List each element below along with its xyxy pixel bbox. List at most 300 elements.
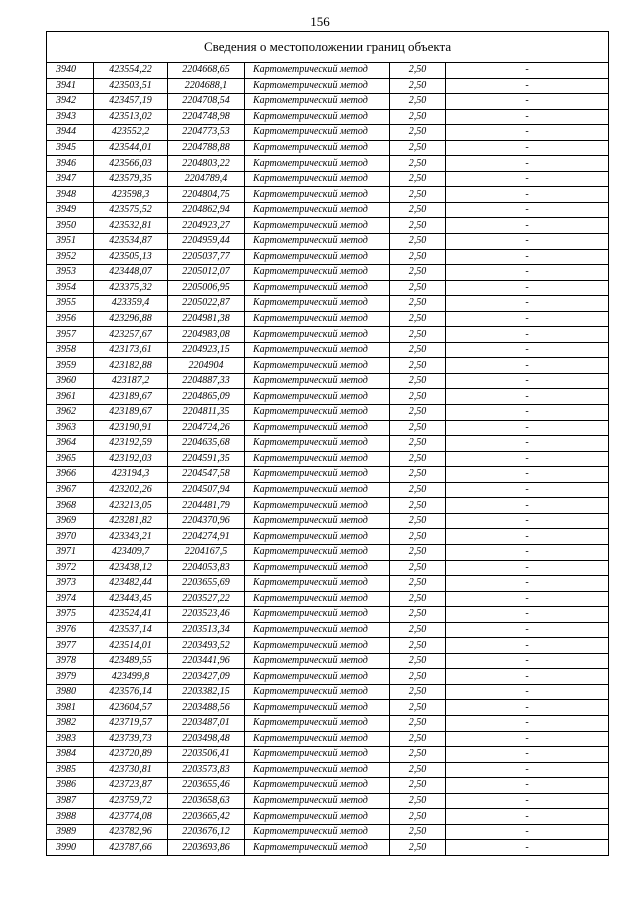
accuracy-cell: 2,50 bbox=[390, 544, 446, 560]
description-cell: - bbox=[446, 156, 609, 172]
y-coordinate-cell: 2204688,1 bbox=[168, 78, 245, 94]
method-cell: Картометрический метод bbox=[245, 327, 390, 343]
method-cell: Картометрический метод bbox=[245, 840, 390, 856]
y-coordinate-cell: 2203498,48 bbox=[168, 731, 245, 747]
method-cell: Картометрический метод bbox=[245, 156, 390, 172]
x-coordinate-cell: 423505,13 bbox=[94, 249, 168, 265]
table-row bbox=[47, 467, 609, 483]
description-cell: - bbox=[446, 560, 609, 576]
y-coordinate-cell: 2204887,33 bbox=[168, 373, 245, 389]
description-cell: - bbox=[446, 140, 609, 156]
point-number-cell: 3976 bbox=[47, 622, 94, 638]
point-number-cell: 3987 bbox=[47, 793, 94, 809]
description-cell: - bbox=[446, 125, 609, 141]
accuracy-cell: 2,50 bbox=[390, 187, 446, 203]
accuracy-cell: 2,50 bbox=[390, 513, 446, 529]
table-row bbox=[47, 218, 609, 234]
table-row bbox=[47, 653, 609, 669]
table-row bbox=[47, 436, 609, 452]
table-row bbox=[47, 202, 609, 218]
table-row bbox=[47, 591, 609, 607]
table-row bbox=[47, 94, 609, 110]
x-coordinate-cell: 423719,57 bbox=[94, 715, 168, 731]
accuracy-cell: 2,50 bbox=[390, 171, 446, 187]
table-title: Сведения о местоположении границ объекта bbox=[47, 32, 609, 63]
accuracy-cell: 2,50 bbox=[390, 715, 446, 731]
y-coordinate-cell: 2204865,09 bbox=[168, 389, 245, 405]
point-number-cell: 3985 bbox=[47, 762, 94, 778]
accuracy-cell: 2,50 bbox=[390, 809, 446, 825]
table-row bbox=[47, 451, 609, 467]
accuracy-cell: 2,50 bbox=[390, 327, 446, 343]
x-coordinate-cell: 423532,81 bbox=[94, 218, 168, 234]
y-coordinate-cell: 2204804,75 bbox=[168, 187, 245, 203]
method-cell: Картометрический метод bbox=[245, 529, 390, 545]
accuracy-cell: 2,50 bbox=[390, 622, 446, 638]
point-number-cell: 3963 bbox=[47, 420, 94, 436]
y-coordinate-cell: 2203693,86 bbox=[168, 840, 245, 856]
point-number-cell: 3953 bbox=[47, 265, 94, 281]
x-coordinate-cell: 423759,72 bbox=[94, 793, 168, 809]
page-number: 156 bbox=[310, 14, 330, 29]
point-number-cell: 3981 bbox=[47, 700, 94, 716]
x-coordinate-cell: 423359,4 bbox=[94, 296, 168, 312]
y-coordinate-cell: 2204591,35 bbox=[168, 451, 245, 467]
description-cell: - bbox=[446, 715, 609, 731]
table-row bbox=[47, 234, 609, 250]
y-coordinate-cell: 2203506,41 bbox=[168, 747, 245, 763]
accuracy-cell: 2,50 bbox=[390, 684, 446, 700]
accuracy-cell: 2,50 bbox=[390, 389, 446, 405]
description-cell: - bbox=[446, 498, 609, 514]
x-coordinate-cell: 423182,88 bbox=[94, 358, 168, 374]
y-coordinate-cell: 2204904 bbox=[168, 358, 245, 374]
boundary-coordinates-table bbox=[46, 31, 609, 856]
x-coordinate-cell: 423544,01 bbox=[94, 140, 168, 156]
description-cell: - bbox=[446, 529, 609, 545]
point-number-cell: 3954 bbox=[47, 280, 94, 296]
y-coordinate-cell: 2203655,69 bbox=[168, 576, 245, 592]
x-coordinate-cell: 423202,26 bbox=[94, 482, 168, 498]
x-coordinate-cell: 423192,59 bbox=[94, 436, 168, 452]
table-row bbox=[47, 482, 609, 498]
point-number-cell: 3965 bbox=[47, 451, 94, 467]
table-row bbox=[47, 125, 609, 141]
accuracy-cell: 2,50 bbox=[390, 311, 446, 327]
accuracy-cell: 2,50 bbox=[390, 249, 446, 265]
y-coordinate-cell: 2204789,4 bbox=[168, 171, 245, 187]
description-cell: - bbox=[446, 171, 609, 187]
description-cell: - bbox=[446, 109, 609, 125]
x-coordinate-cell: 423554,22 bbox=[94, 63, 168, 79]
point-number-cell: 3977 bbox=[47, 638, 94, 654]
accuracy-cell: 2,50 bbox=[390, 405, 446, 421]
description-cell: - bbox=[446, 249, 609, 265]
point-number-cell: 3984 bbox=[47, 747, 94, 763]
y-coordinate-cell: 2203523,46 bbox=[168, 607, 245, 623]
description-cell: - bbox=[446, 327, 609, 343]
x-coordinate-cell: 423730,81 bbox=[94, 762, 168, 778]
point-number-cell: 3960 bbox=[47, 373, 94, 389]
x-coordinate-cell: 423499,8 bbox=[94, 669, 168, 685]
x-coordinate-cell: 423173,61 bbox=[94, 342, 168, 358]
method-cell: Картометрический метод bbox=[245, 778, 390, 794]
accuracy-cell: 2,50 bbox=[390, 840, 446, 856]
x-coordinate-cell: 423187,2 bbox=[94, 373, 168, 389]
accuracy-cell: 2,50 bbox=[390, 420, 446, 436]
accuracy-cell: 2,50 bbox=[390, 607, 446, 623]
description-cell: - bbox=[446, 94, 609, 110]
accuracy-cell: 2,50 bbox=[390, 560, 446, 576]
x-coordinate-cell: 423448,07 bbox=[94, 265, 168, 281]
y-coordinate-cell: 2204547,58 bbox=[168, 467, 245, 483]
method-cell: Картометрический метод bbox=[245, 607, 390, 623]
method-cell: Картометрический метод bbox=[245, 793, 390, 809]
table-row bbox=[47, 109, 609, 125]
description-cell: - bbox=[446, 234, 609, 250]
method-cell: Картометрический метод bbox=[245, 420, 390, 436]
method-cell: Картометрический метод bbox=[245, 265, 390, 281]
y-coordinate-cell: 2204274,91 bbox=[168, 529, 245, 545]
method-cell: Картометрический метод bbox=[245, 249, 390, 265]
description-cell: - bbox=[446, 731, 609, 747]
point-number-cell: 3970 bbox=[47, 529, 94, 545]
x-coordinate-cell: 423489,55 bbox=[94, 653, 168, 669]
table-row bbox=[47, 622, 609, 638]
point-number-cell: 3956 bbox=[47, 311, 94, 327]
description-cell: - bbox=[446, 762, 609, 778]
x-coordinate-cell: 423576,14 bbox=[94, 684, 168, 700]
y-coordinate-cell: 2204635,68 bbox=[168, 436, 245, 452]
description-cell: - bbox=[446, 218, 609, 234]
table-row bbox=[47, 513, 609, 529]
x-coordinate-cell: 423409,7 bbox=[94, 544, 168, 560]
table-row bbox=[47, 747, 609, 763]
method-cell: Картометрический метод bbox=[245, 684, 390, 700]
method-cell: Картометрический метод bbox=[245, 78, 390, 94]
accuracy-cell: 2,50 bbox=[390, 653, 446, 669]
x-coordinate-cell: 423482,44 bbox=[94, 576, 168, 592]
method-cell: Картометрический метод bbox=[245, 202, 390, 218]
y-coordinate-cell: 2204811,35 bbox=[168, 405, 245, 421]
method-cell: Картометрический метод bbox=[245, 187, 390, 203]
x-coordinate-cell: 423514,01 bbox=[94, 638, 168, 654]
y-coordinate-cell: 2205006,95 bbox=[168, 280, 245, 296]
method-cell: Картометрический метод bbox=[245, 653, 390, 669]
table-row bbox=[47, 311, 609, 327]
table-row bbox=[47, 342, 609, 358]
table-row bbox=[47, 684, 609, 700]
method-cell: Картометрический метод bbox=[245, 809, 390, 825]
table-row bbox=[47, 576, 609, 592]
point-number-cell: 3966 bbox=[47, 467, 94, 483]
method-cell: Картометрический метод bbox=[245, 591, 390, 607]
x-coordinate-cell: 423579,35 bbox=[94, 171, 168, 187]
accuracy-cell: 2,50 bbox=[390, 358, 446, 374]
y-coordinate-cell: 2204788,88 bbox=[168, 140, 245, 156]
x-coordinate-cell: 423604,57 bbox=[94, 700, 168, 716]
description-cell: - bbox=[446, 607, 609, 623]
y-coordinate-cell: 2204481,79 bbox=[168, 498, 245, 514]
table-row bbox=[47, 389, 609, 405]
description-cell: - bbox=[446, 405, 609, 421]
point-number-cell: 3942 bbox=[47, 94, 94, 110]
method-cell: Картометрический метод bbox=[245, 498, 390, 514]
x-coordinate-cell: 423739,73 bbox=[94, 731, 168, 747]
x-coordinate-cell: 423189,67 bbox=[94, 405, 168, 421]
description-cell: - bbox=[446, 513, 609, 529]
point-number-cell: 3952 bbox=[47, 249, 94, 265]
description-cell: - bbox=[446, 373, 609, 389]
table-row bbox=[47, 296, 609, 312]
description-cell: - bbox=[446, 684, 609, 700]
description-cell: - bbox=[446, 202, 609, 218]
point-number-cell: 3986 bbox=[47, 778, 94, 794]
description-cell: - bbox=[446, 311, 609, 327]
x-coordinate-cell: 423534,87 bbox=[94, 234, 168, 250]
description-cell: - bbox=[446, 622, 609, 638]
point-number-cell: 3967 bbox=[47, 482, 94, 498]
point-number-cell: 3969 bbox=[47, 513, 94, 529]
accuracy-cell: 2,50 bbox=[390, 234, 446, 250]
point-number-cell: 3974 bbox=[47, 591, 94, 607]
accuracy-cell: 2,50 bbox=[390, 467, 446, 483]
x-coordinate-cell: 423575,52 bbox=[94, 202, 168, 218]
point-number-cell: 3972 bbox=[47, 560, 94, 576]
accuracy-cell: 2,50 bbox=[390, 747, 446, 763]
table-row bbox=[47, 171, 609, 187]
y-coordinate-cell: 2204981,38 bbox=[168, 311, 245, 327]
method-cell: Картометрический метод bbox=[245, 560, 390, 576]
description-cell: - bbox=[446, 747, 609, 763]
point-number-cell: 3973 bbox=[47, 576, 94, 592]
method-cell: Картометрический метод bbox=[245, 296, 390, 312]
method-cell: Картометрический метод bbox=[245, 140, 390, 156]
method-cell: Картометрический метод bbox=[245, 405, 390, 421]
method-cell: Картометрический метод bbox=[245, 638, 390, 654]
table-row bbox=[47, 420, 609, 436]
accuracy-cell: 2,50 bbox=[390, 265, 446, 281]
accuracy-cell: 2,50 bbox=[390, 700, 446, 716]
y-coordinate-cell: 2204708,54 bbox=[168, 94, 245, 110]
x-coordinate-cell: 423774,08 bbox=[94, 809, 168, 825]
method-cell: Картометрический метод bbox=[245, 389, 390, 405]
point-number-cell: 3941 bbox=[47, 78, 94, 94]
x-coordinate-cell: 423566,03 bbox=[94, 156, 168, 172]
table-row bbox=[47, 560, 609, 576]
point-number-cell: 3982 bbox=[47, 715, 94, 731]
x-coordinate-cell: 423723,87 bbox=[94, 778, 168, 794]
method-cell: Картометрический метод bbox=[245, 824, 390, 840]
point-number-cell: 3955 bbox=[47, 296, 94, 312]
y-coordinate-cell: 2204803,22 bbox=[168, 156, 245, 172]
description-cell: - bbox=[446, 793, 609, 809]
table-row bbox=[47, 824, 609, 840]
accuracy-cell: 2,50 bbox=[390, 638, 446, 654]
method-cell: Картометрический метод bbox=[245, 358, 390, 374]
method-cell: Картометрический метод bbox=[245, 171, 390, 187]
y-coordinate-cell: 2204167,5 bbox=[168, 544, 245, 560]
x-coordinate-cell: 423438,12 bbox=[94, 560, 168, 576]
accuracy-cell: 2,50 bbox=[390, 591, 446, 607]
y-coordinate-cell: 2204724,26 bbox=[168, 420, 245, 436]
method-cell: Картометрический метод bbox=[245, 669, 390, 685]
table-row bbox=[47, 78, 609, 94]
y-coordinate-cell: 2204053,83 bbox=[168, 560, 245, 576]
table-row bbox=[47, 793, 609, 809]
description-cell: - bbox=[446, 840, 609, 856]
point-number-cell: 3979 bbox=[47, 669, 94, 685]
description-cell: - bbox=[446, 296, 609, 312]
table-row bbox=[47, 638, 609, 654]
y-coordinate-cell: 2204959,44 bbox=[168, 234, 245, 250]
accuracy-cell: 2,50 bbox=[390, 498, 446, 514]
x-coordinate-cell: 423720,89 bbox=[94, 747, 168, 763]
y-coordinate-cell: 2203427,09 bbox=[168, 669, 245, 685]
method-cell: Картометрический метод bbox=[245, 311, 390, 327]
description-cell: - bbox=[446, 809, 609, 825]
y-coordinate-cell: 2204748,98 bbox=[168, 109, 245, 125]
method-cell: Картометрический метод bbox=[245, 94, 390, 110]
point-number-cell: 3951 bbox=[47, 234, 94, 250]
table-row bbox=[47, 373, 609, 389]
point-number-cell: 3957 bbox=[47, 327, 94, 343]
table-row bbox=[47, 731, 609, 747]
table-row bbox=[47, 762, 609, 778]
accuracy-cell: 2,50 bbox=[390, 63, 446, 79]
point-number-cell: 3978 bbox=[47, 653, 94, 669]
description-cell: - bbox=[446, 482, 609, 498]
x-coordinate-cell: 423443,45 bbox=[94, 591, 168, 607]
method-cell: Картометрический метод bbox=[245, 342, 390, 358]
description-cell: - bbox=[446, 591, 609, 607]
x-coordinate-cell: 423194,3 bbox=[94, 467, 168, 483]
x-coordinate-cell: 423190,91 bbox=[94, 420, 168, 436]
table-row bbox=[47, 327, 609, 343]
accuracy-cell: 2,50 bbox=[390, 218, 446, 234]
y-coordinate-cell: 2203382,15 bbox=[168, 684, 245, 700]
y-coordinate-cell: 2204983,08 bbox=[168, 327, 245, 343]
y-coordinate-cell: 2203527,22 bbox=[168, 591, 245, 607]
point-number-cell: 3944 bbox=[47, 125, 94, 141]
y-coordinate-cell: 2204668,65 bbox=[168, 63, 245, 79]
point-number-cell: 3962 bbox=[47, 405, 94, 421]
x-coordinate-cell: 423281,82 bbox=[94, 513, 168, 529]
method-cell: Картометрический метод bbox=[245, 513, 390, 529]
x-coordinate-cell: 423213,05 bbox=[94, 498, 168, 514]
description-cell: - bbox=[446, 342, 609, 358]
description-cell: - bbox=[446, 669, 609, 685]
x-coordinate-cell: 423296,88 bbox=[94, 311, 168, 327]
description-cell: - bbox=[446, 358, 609, 374]
point-number-cell: 3989 bbox=[47, 824, 94, 840]
accuracy-cell: 2,50 bbox=[390, 731, 446, 747]
point-number-cell: 3943 bbox=[47, 109, 94, 125]
y-coordinate-cell: 2203655,46 bbox=[168, 778, 245, 794]
y-coordinate-cell: 2204862,94 bbox=[168, 202, 245, 218]
point-number-cell: 3964 bbox=[47, 436, 94, 452]
method-cell: Картометрический метод bbox=[245, 544, 390, 560]
description-cell: - bbox=[446, 824, 609, 840]
accuracy-cell: 2,50 bbox=[390, 140, 446, 156]
point-number-cell: 3948 bbox=[47, 187, 94, 203]
method-cell: Картометрический метод bbox=[245, 234, 390, 250]
table-row bbox=[47, 140, 609, 156]
accuracy-cell: 2,50 bbox=[390, 529, 446, 545]
table-row bbox=[47, 809, 609, 825]
point-number-cell: 3968 bbox=[47, 498, 94, 514]
point-number-cell: 3980 bbox=[47, 684, 94, 700]
point-number-cell: 3971 bbox=[47, 544, 94, 560]
description-cell: - bbox=[446, 451, 609, 467]
accuracy-cell: 2,50 bbox=[390, 762, 446, 778]
method-cell: Картометрический метод bbox=[245, 109, 390, 125]
method-cell: Картометрический метод bbox=[245, 576, 390, 592]
description-cell: - bbox=[446, 420, 609, 436]
table-row bbox=[47, 778, 609, 794]
x-coordinate-cell: 423552,2 bbox=[94, 125, 168, 141]
description-cell: - bbox=[446, 280, 609, 296]
method-cell: Картометрический метод bbox=[245, 747, 390, 763]
table-row bbox=[47, 405, 609, 421]
method-cell: Картометрический метод bbox=[245, 762, 390, 778]
table-row bbox=[47, 840, 609, 856]
method-cell: Картометрический метод bbox=[245, 715, 390, 731]
point-number-cell: 3983 bbox=[47, 731, 94, 747]
table-row bbox=[47, 607, 609, 623]
x-coordinate-cell: 423782,96 bbox=[94, 824, 168, 840]
table-row bbox=[47, 280, 609, 296]
description-cell: - bbox=[446, 63, 609, 79]
accuracy-cell: 2,50 bbox=[390, 793, 446, 809]
point-number-cell: 3961 bbox=[47, 389, 94, 405]
y-coordinate-cell: 2203493,52 bbox=[168, 638, 245, 654]
description-cell: - bbox=[446, 638, 609, 654]
method-cell: Картометрический метод bbox=[245, 700, 390, 716]
accuracy-cell: 2,50 bbox=[390, 280, 446, 296]
table-row bbox=[47, 700, 609, 716]
point-number-cell: 3945 bbox=[47, 140, 94, 156]
accuracy-cell: 2,50 bbox=[390, 94, 446, 110]
method-cell: Картометрический метод bbox=[245, 622, 390, 638]
accuracy-cell: 2,50 bbox=[390, 109, 446, 125]
x-coordinate-cell: 423537,14 bbox=[94, 622, 168, 638]
method-cell: Картометрический метод bbox=[245, 218, 390, 234]
x-coordinate-cell: 423189,67 bbox=[94, 389, 168, 405]
table-row bbox=[47, 715, 609, 731]
y-coordinate-cell: 2204773,53 bbox=[168, 125, 245, 141]
description-cell: - bbox=[446, 467, 609, 483]
x-coordinate-cell: 423343,21 bbox=[94, 529, 168, 545]
x-coordinate-cell: 423503,51 bbox=[94, 78, 168, 94]
y-coordinate-cell: 2203676,12 bbox=[168, 824, 245, 840]
x-coordinate-cell: 423513,02 bbox=[94, 109, 168, 125]
description-cell: - bbox=[446, 436, 609, 452]
y-coordinate-cell: 2203665,42 bbox=[168, 809, 245, 825]
table-row bbox=[47, 358, 609, 374]
y-coordinate-cell: 2203441,96 bbox=[168, 653, 245, 669]
table-row bbox=[47, 529, 609, 545]
point-number-cell: 3958 bbox=[47, 342, 94, 358]
point-number-cell: 3990 bbox=[47, 840, 94, 856]
point-number-cell: 3946 bbox=[47, 156, 94, 172]
description-cell: - bbox=[446, 78, 609, 94]
description-cell: - bbox=[446, 187, 609, 203]
accuracy-cell: 2,50 bbox=[390, 78, 446, 94]
x-coordinate-cell: 423598,3 bbox=[94, 187, 168, 203]
y-coordinate-cell: 2205037,77 bbox=[168, 249, 245, 265]
y-coordinate-cell: 2204507,94 bbox=[168, 482, 245, 498]
